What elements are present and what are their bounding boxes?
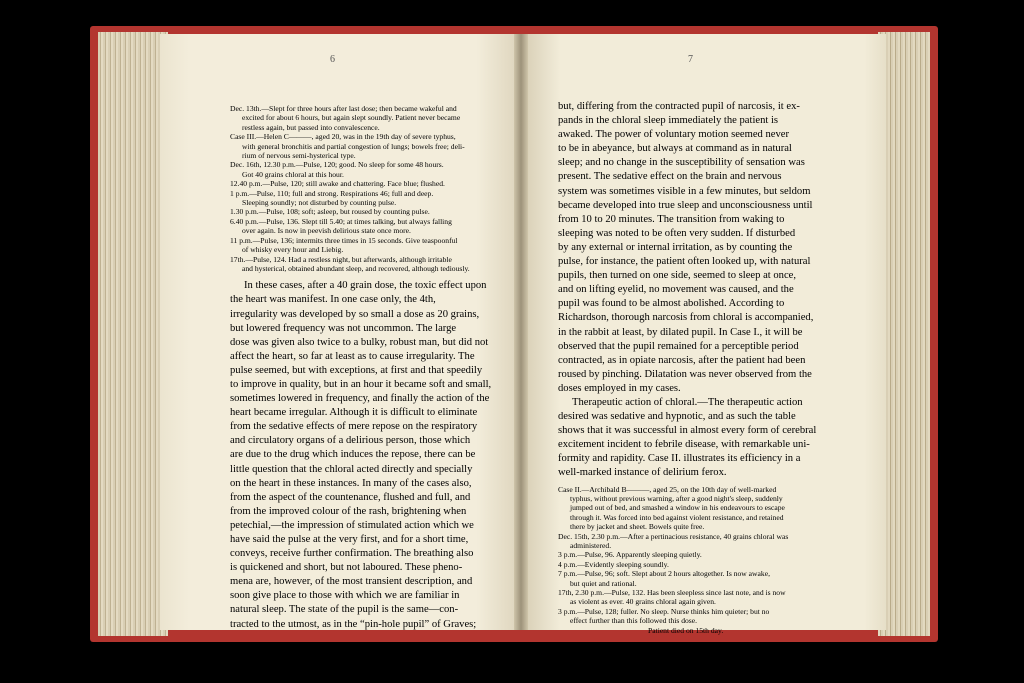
note-line: over again. Is now in peevish delirious state once more. [242, 226, 411, 236]
note-line: 1 p.m.—Pulse, 110; full and strong. Respirations 46; full and deep. [230, 188, 434, 198]
note-line: rium of nervous semi-hysterical type. [242, 151, 356, 161]
book-gutter [514, 34, 528, 630]
body-line: from 10 to 20 minutes. The transition from waking to [558, 213, 785, 225]
body-line: is quickened and short, but not laboured. These pheno- [230, 562, 463, 574]
body-line: Richardson, thorough narcosis from chloral is accompanied, [558, 312, 814, 324]
body-line: have said the pulse at the very first, and for a short time, [230, 534, 469, 545]
note-line: 17th.—Pulse, 124. Had a restless night, but afterwards, although irritable [230, 254, 452, 264]
body-line: tracted to the utmost, as in the “pin-hole pupil” of Graves; [230, 618, 477, 630]
body-line: pulse, for instance, the patient often looked up, with natural [558, 256, 811, 268]
body-line: mena are, however, of the most transient description, and [230, 576, 473, 588]
body-line: soon give place to those with which we are familiar in [230, 590, 460, 602]
body-text-left [230, 279, 498, 631]
note-line: Case III.—Helen C———, aged 20, was in the 19th day of severe typhus, [230, 132, 456, 142]
body-line: present. The sedative effect on the brain and nervous [558, 171, 782, 183]
body-line: sometimes lowered in frequency, and finally the action of the [230, 393, 490, 405]
note-line: 17th, 2.30 p.m.—Pulse, 132. Has been sleepless since last note, and is now [558, 588, 786, 597]
note-line: Dec. 15th, 2.30 p.m.—After a pertinacious resistance, 40 grains chloral was [558, 531, 789, 541]
body-line: to be in abeyance, but always at command as in natural [558, 143, 792, 155]
body-line: from the aspect of the countenance, flushed and full, and [230, 491, 471, 503]
note-line: Patient died on 15th day. [648, 625, 724, 635]
body-line: contracted, as in opiate narcosis, after the patient had been [558, 354, 806, 366]
body-line: became developed into true sleep and unconsciousness until [558, 199, 813, 211]
body-line: but lowered frequency was not uncommon. The large [230, 322, 457, 334]
note-line: of whisky every hour and Liebig. [242, 245, 344, 255]
body-line: pupils, then turned on one side, seemed to sleep at once, [558, 270, 797, 282]
note-line: administered. [570, 540, 612, 550]
note-line: 3 p.m.—Pulse, 96. Apparently sleeping quietly. [558, 550, 702, 560]
body-line: formity and rapidity. Case II. illustrates its efficiency in a [558, 453, 801, 465]
note-line: but quiet and rational. [570, 578, 637, 588]
body-line: natural sleep. The state of the pupil is the same—con- [230, 604, 459, 616]
note-line: 6.40 p.m.—Pulse, 136. Slept till 5.40; at times talking, but always falling [230, 216, 452, 226]
body-line: doses employed in my cases. [558, 382, 681, 394]
body-line: are due to the drug which induces the repose, there can be [230, 449, 476, 461]
body-line: pupil was found to be almost abolished. According to [558, 298, 785, 310]
body-line: awaked. The power of voluntary motion seemed never [558, 129, 790, 141]
note-line: typhus, without previous warning, after a good night's sleep, suddenly [570, 493, 783, 503]
body-line: from the improved colour of the rash, brightening when [230, 505, 467, 517]
case-notes-left [230, 104, 498, 273]
right-page-text [558, 100, 840, 635]
note-line: 7 p.m.—Pulse, 96; soft. Slept about 2 hours altogether. Is now awake, [558, 569, 770, 579]
body-line: heart became irregular. Although it is difficult to eliminate [230, 407, 478, 419]
body-line: and circulatory organs of a delirious person, those which [230, 435, 471, 447]
body-line: and on lifting eyelid, no movement was caused, and the [558, 284, 794, 296]
note-line: effect further than this followed this dose. [570, 616, 698, 626]
body-line: to improve in quality, but in an hour it became soft and small, [230, 378, 492, 390]
body-line: sleep; and no change in the susceptibility of sensation was [558, 157, 805, 169]
body-line: Therapeutic action of chloral.—The therapeutic action [572, 396, 803, 408]
note-line: Case II.—Archibald B———, aged 25, on the 10th day of well-marked [558, 484, 777, 494]
note-line: Dec. 16th, 12.30 p.m.—Pulse, 120; good. No sleep for some 48 hours. [230, 160, 444, 170]
body-line: little question that the chloral acted directly and specially [230, 463, 473, 475]
note-line: and hysterical, obtained abundant sleep, and recovered, although tediously. [242, 263, 470, 273]
note-line: 11 p.m.—Pulse, 136; intermits three times in 15 seconds. Give teaspoonful [230, 235, 458, 245]
body-line: the heart was manifest. In one case only, the 4th, [230, 294, 436, 306]
body-line: petechial,—the impression of stimulated action which we [230, 519, 474, 531]
body-line: pands in the chloral sleep immediately the patient is [558, 115, 779, 127]
note-line: with general bronchitis and partial congestion of lungs; bowels free; deli- [242, 141, 465, 151]
note-line: restless again, but passed into convalescence. [242, 122, 380, 132]
case-notes-right [558, 485, 840, 636]
body-line: system was sometimes visible in a few minutes, but seldom [558, 185, 811, 197]
body-line: observed that the pupil remained for a perceptible period [558, 340, 799, 352]
body-line: dose was given also twice to a bulky, robust man, but did not [230, 336, 489, 348]
body-line: pulse seemed, but with exceptions, at first and that speedily [230, 364, 483, 376]
note-line: excited for about 6 hours, but again slept soundly. Patient never became [242, 113, 461, 123]
body-text-right [558, 100, 840, 481]
note-line: 4 p.m.—Evidently sleeping soundly. [558, 559, 669, 569]
note-line: Got 40 grains chloral at this hour. [242, 169, 344, 179]
body-line: but, differing from the contracted pupil of narcosis, it ex- [558, 101, 800, 112]
note-line: 12.40 p.m.—Pulse, 120; still awake and chattering. Face blue; flushed. [230, 179, 445, 189]
page-number-right: 7 [688, 54, 693, 65]
page-number-left: 6 [330, 54, 335, 65]
note-line: 1.30 p.m.—Pulse, 108; soft; asleep, but roused by counting pulse. [230, 207, 430, 217]
body-line: excitement incident to febrile disease, with remarkable uni- [558, 439, 810, 451]
body-line: on the heart in these instances. In many of the cases also, [230, 477, 472, 489]
page-edges-left [98, 32, 168, 636]
note-line: 3 p.m.—Pulse, 128; fuller. No sleep. Nurse thinks him quieter; but no [558, 606, 770, 616]
body-line: In these cases, after a 40 grain dose, the toxic effect upon [244, 280, 487, 292]
note-line: as violent as ever. 40 grains chloral again given. [570, 597, 716, 607]
note-line: there by jacket and sheet. Bowels quite free. [570, 522, 705, 532]
note-line: through it. Was forced into bed against violent resistance, and retained [570, 512, 784, 522]
note-line: jumped out of bed, and smashed a window in his endeavours to escape [570, 503, 785, 513]
left-page-text [230, 104, 498, 632]
body-line: irregularity was developed by so small a dose as 20 grains, [230, 308, 480, 320]
body-line: well-marked instance of delirium ferox. [558, 467, 727, 479]
body-line: desired was sedative and hypnotic, and as such the table [558, 411, 796, 423]
body-line: by any external or internal irritation, as by counting the [558, 241, 793, 253]
body-line: in the rabbit at least, by dilated pupil. In Case I., it will be [558, 326, 803, 338]
body-line: conveys, receive further confirmation. The breathing also [230, 548, 474, 560]
note-line: Dec. 13th.—Slept for three hours after last dose; then became wakeful and [230, 104, 457, 113]
body-line: affect the heart, so far at least as to cause irregularity. The [230, 350, 475, 362]
body-line: shows that it was successful in almost every form of cerebral [558, 425, 817, 437]
body-line: roused by pinching. Dilatation was never observed from the [558, 368, 812, 380]
body-line: from the sedative effects of mere repose on the respiratory [230, 421, 478, 433]
body-line: sleeping was noted to be often very sudden. If disturbed [558, 227, 796, 239]
note-line: Sleeping soundly; not disturbed by counting pulse. [242, 198, 397, 208]
